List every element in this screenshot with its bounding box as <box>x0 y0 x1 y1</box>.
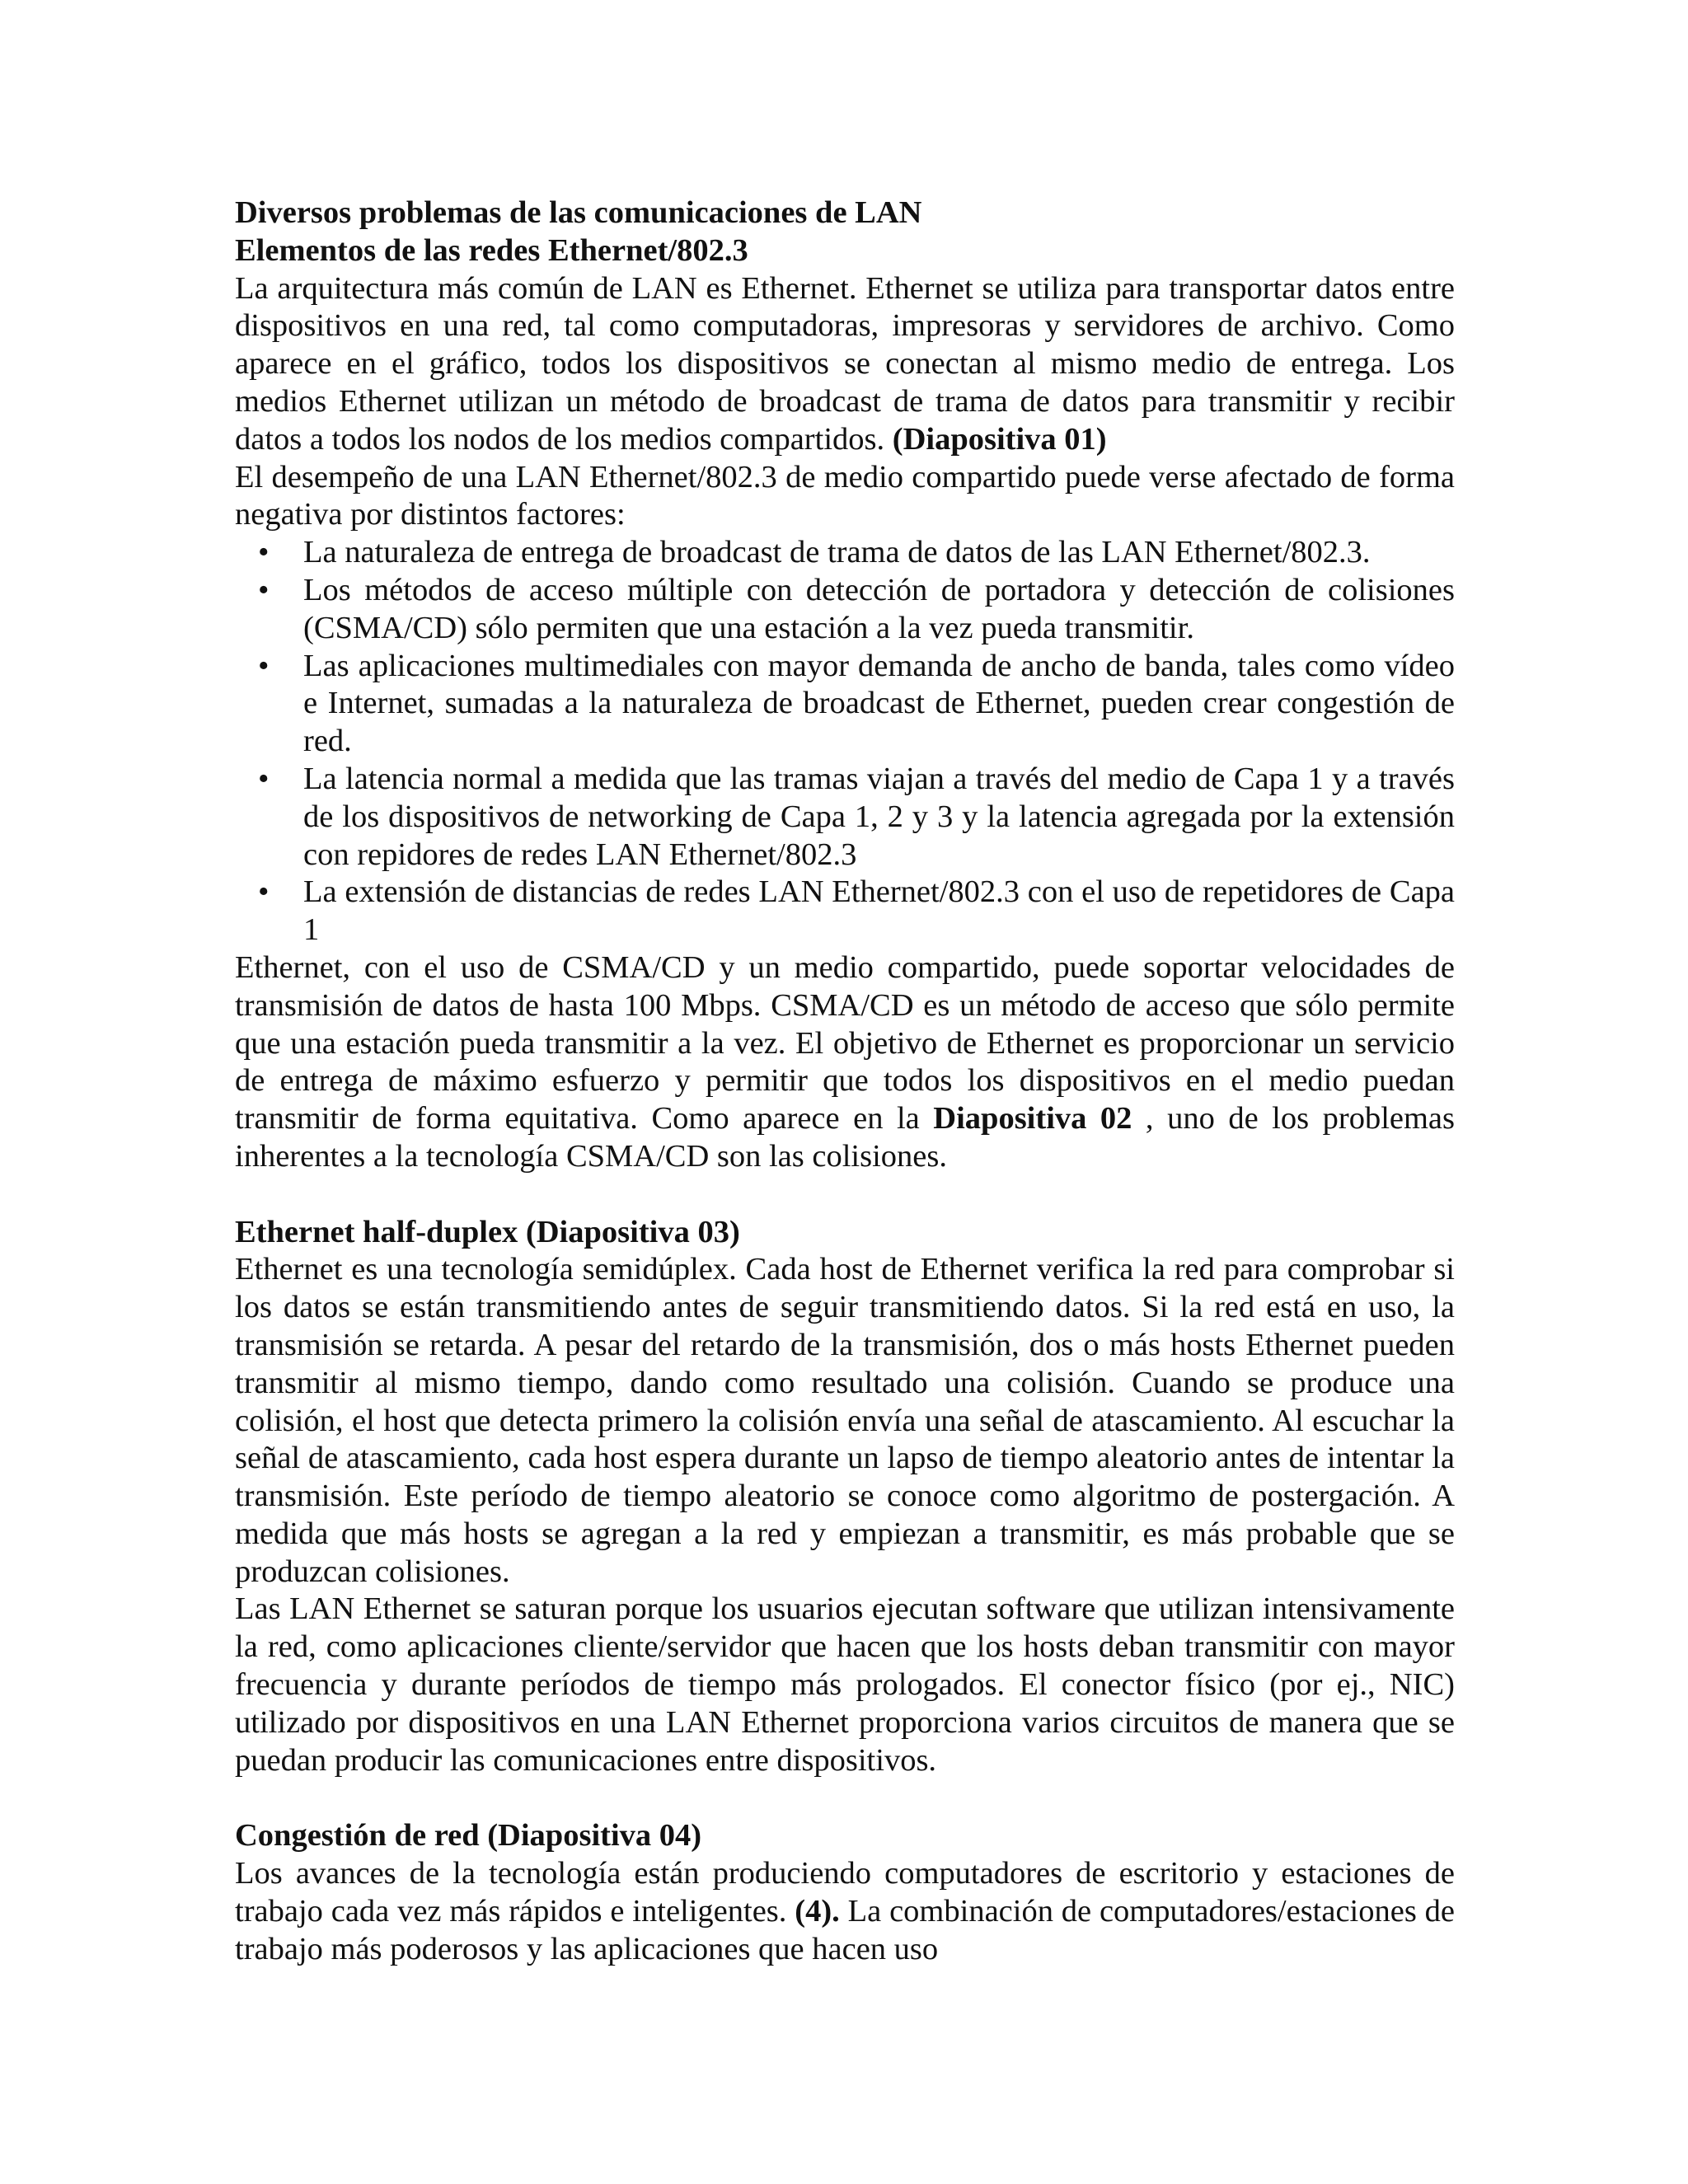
list-item-text: La naturaleza de entrega de broadcast de trama de datos de las LAN Ethernet/802.3. <box>303 535 1371 570</box>
list-item <box>235 572 1455 648</box>
list-item-text: La extensión de distancias de redes LAN Ethernet/802.3 con el uso de repetidores de Capa 1 <box>303 874 1455 948</box>
paragraph-network-congestion <box>235 1855 1455 1968</box>
paragraph-text: Ethernet, con el uso de CSMA/CD y un medio compartido, puede soportar velocidades de transmisión de datos de hasta 100 Mbps. CSMA/CD es un método de acceso que sólo permite que una estación pueda transmitir a la vez. El objetivo de Ethernet es proporcionar un servicio de entrega de máximo esfuerzo y permitir que todos los dispositivos en el medio puedan transmitir de forma equitativa. Como aparece en la <box>235 949 1455 1137</box>
bullet-icon: • <box>258 761 270 796</box>
section-1-title: Elementos de las redes Ethernet/802.3 <box>235 232 748 268</box>
list-item-text: Los métodos de acceso múltiple con detección de portadora y detección de colisiones (CSMA/CD) sólo permiten que una estación a la vez pueda transmitir. <box>303 572 1455 645</box>
list-item <box>235 761 1455 874</box>
list-item <box>235 874 1455 949</box>
list-item <box>235 534 1455 572</box>
reference-number-4: (4). <box>795 1893 840 1929</box>
slide-reference-02: Diapositiva 02 <box>933 1101 1132 1137</box>
bullet-icon: • <box>258 572 270 607</box>
paragraph-half-duplex: Ethernet es una tecnología semidúplex. Cada host de Ethernet verifica la red para comprobar si los datos se están transmitiendo antes de seguir transmitiendo datos. Si la red está en uso, la transmisión se retarda. A pesar del retardo de la transmisión, dos o más hosts Ethernet pueden transmitir al mismo tiempo, dando como resultado una colisión. Cuando se produce una colisión, el host que detecta primero la colisión envía una señal de atascamiento. Al escuchar la señal de atascamiento, cada host espera durante un lapso de tiempo aleatorio antes de intentar la transmisión. Este período de tiempo aleatorio se conoce como algoritmo de postergación. A medida que más hosts se agregan a la red y empiezan a transmitir, es más probable que se produzcan colisiones. <box>235 1252 1455 1589</box>
document-title: Diversos problemas de las comunicaciones de LAN <box>235 195 922 230</box>
paragraph-spacer <box>235 1779 1455 1817</box>
list-item <box>235 648 1455 761</box>
list-item-text: Las aplicaciones multimediales con mayor demanda de ancho de banda, tales como vídeo e Internet, sumadas a la naturaleza de broadcast de Ethernet, pueden crear congestión de red. <box>303 648 1455 759</box>
document-page <box>235 194 1455 1968</box>
paragraph-ethernet-architecture <box>235 270 1455 459</box>
bullet-icon: • <box>258 648 270 683</box>
section-3-title: Congestión de red (Diapositiva 04) <box>235 1818 702 1854</box>
section-2-title: Ethernet half-duplex (Diapositiva 03) <box>235 1214 740 1249</box>
list-item-text: La latencia normal a medida que las tramas viajan a través del medio de Capa 1 y a través de los dispositivos de networking de Capa 1, 2 y 3 y la latencia agregada por la extensión con repidores de redes LAN Ethernet/802.3 <box>303 761 1455 872</box>
paragraph-text: La combinación de computadores/estaciones de trabajo más poderosos y las aplicaciones que hacen uso <box>235 1893 1455 1966</box>
slide-reference-01: (Diapositiva 01) <box>892 421 1107 457</box>
paragraph-csma-cd <box>235 949 1455 1176</box>
factors-bullet-list <box>235 534 1455 949</box>
paragraph-text: La arquitectura más común de LAN es Ethernet. Ethernet se utiliza para transportar datos entre dispositivos en una red, tal como computadoras, impresoras y servidores de archivo. Como aparece en el gráfico, todos los dispositivos se conectan al mismo medio de entrega. Los medios Ethernet utilizan un método de broadcast de trama de datos para transmitir y recibir datos a todos los nodos de los medios compartidos. <box>235 270 1455 457</box>
bullet-icon: • <box>258 874 270 910</box>
paragraph-saturation: Las LAN Ethernet se saturan porque los usuarios ejecutan software que utilizan intensivamente la red, como aplicaciones cliente/servidor que hacen que los hosts deban transmitir con mayor frecuencia y durante períodos de tiempo más prologados. El conector físico (por ej., NIC) utilizado por dispositivos en una LAN Ethernet proporciona varios circuitos de manera que se puedan producir las comunicaciones entre dispositivos. <box>235 1591 1455 1778</box>
paragraph-text: , uno de los problemas inherentes a la tecnología CSMA/CD son las colisiones. <box>235 1101 1455 1174</box>
paragraph-performance-factors: El desempeño de una LAN Ethernet/802.3 de medio compartido puede verse afectado de forma negativa por distintos factores: <box>235 459 1455 532</box>
paragraph-spacer <box>235 1176 1455 1214</box>
bullet-icon: • <box>258 535 270 570</box>
paragraph-text: Los avances de la tecnología están produciendo computadores de escritorio y estaciones de trabajo cada vez más rápidos e inteligentes. <box>235 1856 1455 1929</box>
